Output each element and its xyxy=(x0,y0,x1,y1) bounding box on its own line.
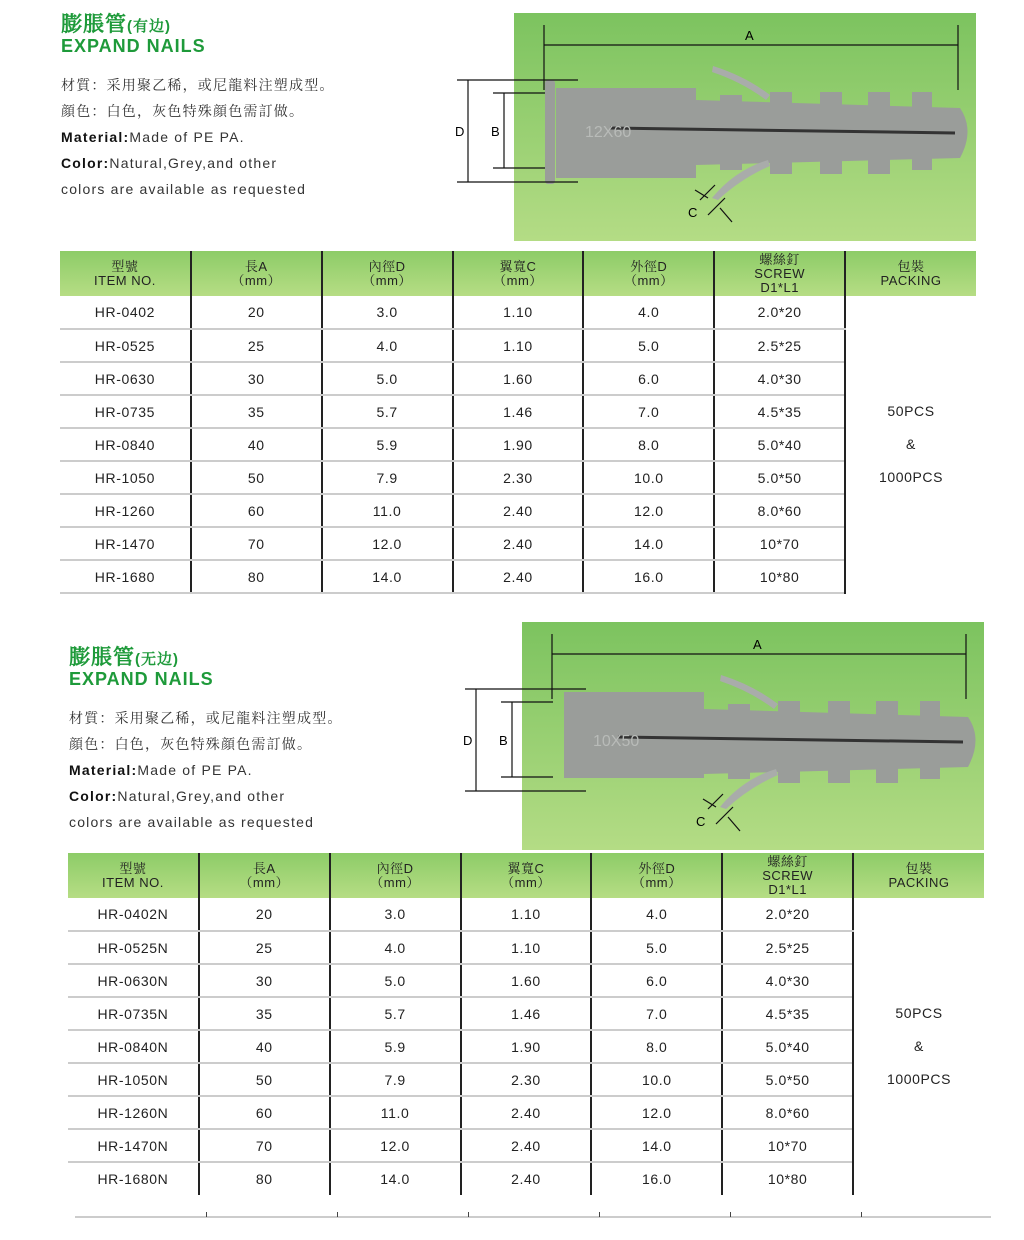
column-header xyxy=(322,251,453,296)
column-header xyxy=(714,251,845,296)
table-cell: HR-0525N xyxy=(68,931,199,964)
column-header xyxy=(330,853,461,898)
color-text: Natural,Grey,and other xyxy=(109,155,278,171)
table-cell: 6.0 xyxy=(591,964,722,997)
column-header-line: 內徑D xyxy=(368,258,406,274)
table-cell: 25 xyxy=(199,931,330,964)
table-cell: 2.5*25 xyxy=(714,329,845,362)
column-header-line: （mm） xyxy=(239,874,290,890)
table-row xyxy=(60,296,976,329)
table-cell: 8.0*60 xyxy=(722,1096,853,1129)
product-section xyxy=(0,0,1024,600)
table-cell: 4.0 xyxy=(322,329,453,362)
table-cell: 1.90 xyxy=(461,1030,592,1063)
table-cell: 16.0 xyxy=(583,560,714,593)
table-cell: 7.9 xyxy=(322,461,453,494)
column-header xyxy=(461,853,592,898)
table-row xyxy=(68,1096,984,1129)
table-cell: 60 xyxy=(199,1096,330,1129)
dim-label-c: C xyxy=(696,814,706,829)
table-cell: 20 xyxy=(199,898,330,931)
table-cell: 2.40 xyxy=(461,1096,592,1129)
material-cn: 材質：采用聚乙稀，或尼龍料注塑成型。 xyxy=(69,710,343,726)
section-title-en: EXPAND NAILS xyxy=(61,36,206,56)
column-header-line: 翼寬C xyxy=(507,860,545,876)
table-row xyxy=(60,428,976,461)
column-header xyxy=(853,853,984,898)
table-cell: 4.0 xyxy=(583,296,714,329)
table-cell: 5.0*40 xyxy=(722,1030,853,1063)
color-text-2: colors are available as requested xyxy=(69,814,315,830)
material-text: Made of PE PA. xyxy=(129,129,245,145)
packing-cell xyxy=(853,898,984,1195)
table-cell: 12.0 xyxy=(591,1096,722,1129)
column-header-line: 包裝 xyxy=(897,258,925,274)
table-cell: 1.60 xyxy=(453,362,584,395)
column-header xyxy=(453,251,584,296)
table-cell: 20 xyxy=(191,296,322,329)
column-header-line: 翼寬C xyxy=(499,258,537,274)
table-cell: 12.0 xyxy=(330,1129,461,1162)
table-cell: HR-0735N xyxy=(68,997,199,1030)
table-header-row xyxy=(60,251,976,296)
table-cell: 10.0 xyxy=(583,461,714,494)
spec-table xyxy=(60,251,976,594)
table-cell: 14.0 xyxy=(583,527,714,560)
table-cell: 1.46 xyxy=(461,997,592,1030)
column-header-line: （mm） xyxy=(370,874,420,890)
column-header-line: ITEM NO. xyxy=(94,272,156,288)
table-row xyxy=(68,997,984,1030)
table-cell: 16.0 xyxy=(591,1162,722,1195)
packing-line: 1000PCS xyxy=(886,1071,952,1087)
table-cell: HR-0402 xyxy=(60,296,191,329)
nail-diagram xyxy=(0,0,1000,240)
divider-tick xyxy=(468,1212,469,1217)
table-cell: 14.0 xyxy=(591,1129,722,1162)
packing-cell xyxy=(845,296,976,593)
dim-label-a: A xyxy=(745,28,754,43)
table-cell: HR-1260N xyxy=(68,1096,199,1129)
packing-line: 50PCS xyxy=(895,1005,943,1021)
table-cell: 12.0 xyxy=(583,494,714,527)
nail-marking: 12X60 xyxy=(585,124,632,141)
spec-table xyxy=(68,853,984,1195)
column-header-line: ITEM NO. xyxy=(102,874,164,890)
table-cell: 7.9 xyxy=(330,1063,461,1096)
column-header-line: 包裝 xyxy=(905,860,933,876)
table-cell: HR-0840 xyxy=(60,428,191,461)
column-header xyxy=(583,251,714,296)
color-text: Natural,Grey,and other xyxy=(117,788,286,804)
table-cell: 6.0 xyxy=(583,362,714,395)
bottom-divider xyxy=(75,1216,991,1218)
table-cell: 80 xyxy=(199,1162,330,1195)
column-header-line: 外徑D xyxy=(630,258,668,274)
table-row xyxy=(68,964,984,997)
table-cell: 2.0*20 xyxy=(714,296,845,329)
table-cell: 1.10 xyxy=(461,898,592,931)
color-label: Color: xyxy=(69,788,118,804)
table-cell: 8.0 xyxy=(591,1030,722,1063)
table-cell: 2.30 xyxy=(453,461,584,494)
table-cell: 2.30 xyxy=(461,1063,592,1096)
table-cell: 30 xyxy=(191,362,322,395)
table-row xyxy=(60,527,976,560)
packing-line: & xyxy=(914,1038,924,1054)
table-cell: 60 xyxy=(191,494,322,527)
column-header-line: SCREW xyxy=(754,265,806,281)
table-cell: 14.0 xyxy=(330,1162,461,1195)
table-cell: 5.0 xyxy=(330,964,461,997)
table-cell: 5.0*50 xyxy=(722,1063,853,1096)
table-cell: HR-1050N xyxy=(68,1063,199,1096)
table-cell: HR-1680 xyxy=(60,560,191,593)
table-cell: 11.0 xyxy=(330,1096,461,1129)
color-label: Color: xyxy=(61,155,110,171)
table-cell: 5.0 xyxy=(591,931,722,964)
table-cell: 40 xyxy=(199,1030,330,1063)
table-cell: 8.0 xyxy=(583,428,714,461)
dim-label-d: D xyxy=(455,124,465,139)
material-label: Material: xyxy=(69,762,138,778)
table-row xyxy=(60,329,976,362)
table-cell: 1.10 xyxy=(453,329,584,362)
material-text: Made of PE PA. xyxy=(137,762,253,778)
table-cell: 4.5*35 xyxy=(722,997,853,1030)
column-header-line: 螺絲釘 xyxy=(759,251,800,267)
table-row xyxy=(60,461,976,494)
nail-marking: 10X50 xyxy=(593,733,640,750)
table-cell: 80 xyxy=(191,560,322,593)
divider-tick xyxy=(730,1212,731,1217)
section-title-cn: 膨脹管(有边) xyxy=(61,13,171,36)
column-header-line: （mm） xyxy=(631,874,682,890)
table-cell: 25 xyxy=(191,329,322,362)
column-header-line: PACKING xyxy=(888,874,950,890)
column-header-line: 型號 xyxy=(111,258,139,274)
color-cn: 顔色：白色，灰色特殊顔色需訂做。 xyxy=(61,103,305,119)
table-cell: 5.0*50 xyxy=(714,461,845,494)
table-cell: 70 xyxy=(199,1129,330,1162)
section-title-en: EXPAND NAILS xyxy=(69,669,214,689)
table-cell: 5.7 xyxy=(322,395,453,428)
dim-label-a: A xyxy=(753,637,762,652)
table-cell: 1.90 xyxy=(453,428,584,461)
material-label: Material: xyxy=(61,129,130,145)
column-header xyxy=(845,251,976,296)
table-row xyxy=(68,1129,984,1162)
table-cell: HR-0525 xyxy=(60,329,191,362)
divider-tick xyxy=(599,1212,600,1217)
column-header-line: 長A xyxy=(252,860,276,876)
table-cell: 7.0 xyxy=(583,395,714,428)
column-header-line: （mm） xyxy=(623,272,674,288)
nail-diagram xyxy=(8,609,1008,849)
table-cell: 5.0 xyxy=(322,362,453,395)
column-header-line: （mm） xyxy=(362,272,412,288)
table-cell: 5.9 xyxy=(330,1030,461,1063)
dim-label-b: B xyxy=(491,124,500,139)
divider-tick xyxy=(206,1212,207,1217)
table-row xyxy=(68,898,984,931)
column-header-line: D1*L1 xyxy=(768,881,807,897)
column-header-line: 型號 xyxy=(119,860,147,876)
table-cell: 2.0*20 xyxy=(722,898,853,931)
column-header xyxy=(199,853,330,898)
dim-label-b: B xyxy=(499,733,508,748)
table-cell: 70 xyxy=(191,527,322,560)
table-cell: 2.40 xyxy=(453,494,584,527)
column-header-line: 長A xyxy=(244,258,268,274)
column-header-line: 螺絲釘 xyxy=(767,853,808,869)
packing-line: 50PCS xyxy=(887,403,935,419)
table-cell: HR-0630N xyxy=(68,964,199,997)
table-cell: 50 xyxy=(191,461,322,494)
table-cell: 10*70 xyxy=(722,1129,853,1162)
table-cell: 2.40 xyxy=(453,560,584,593)
table-cell: HR-1680N xyxy=(97,1171,169,1187)
table-cell: 3.0 xyxy=(330,898,461,931)
table-cell: 4.0*30 xyxy=(714,362,845,395)
table-row xyxy=(68,1162,984,1195)
table-cell: 3.0 xyxy=(322,296,453,329)
table-cell: 1.10 xyxy=(453,296,584,329)
column-header-line: D1*L1 xyxy=(760,279,799,295)
table-row xyxy=(68,931,984,964)
table-row xyxy=(68,1063,984,1096)
table-row xyxy=(60,362,976,395)
table-cell: HR-0840N xyxy=(68,1030,199,1063)
divider-tick xyxy=(337,1212,338,1217)
table-cell: 2.5*25 xyxy=(722,931,853,964)
table-cell: 35 xyxy=(191,395,322,428)
column-header-line: （mm） xyxy=(501,874,551,890)
column-header xyxy=(722,853,853,898)
column-header-line: SCREW xyxy=(762,867,814,883)
table-cell: 5.7 xyxy=(330,997,461,1030)
table-cell: 4.5*35 xyxy=(714,395,845,428)
table-cell: 5.9 xyxy=(322,428,453,461)
table-header-row xyxy=(68,853,984,898)
dim-label-c: C xyxy=(688,205,698,220)
table-cell: 5.0 xyxy=(583,329,714,362)
table-cell: 5.0*40 xyxy=(714,428,845,461)
table-cell: HR-1470N xyxy=(68,1129,199,1162)
product-section xyxy=(0,603,1024,1203)
table-cell: 1.10 xyxy=(461,931,592,964)
table-cell: 11.0 xyxy=(322,494,453,527)
packing-line: 1000PCS xyxy=(878,469,944,485)
table-cell: HR-0630 xyxy=(60,362,191,395)
table-cell: 4.0 xyxy=(591,898,722,931)
table-cell: 2.40 xyxy=(461,1162,592,1195)
table-row xyxy=(60,395,976,428)
table-cell: 4.0 xyxy=(330,931,461,964)
table-cell: HR-1470 xyxy=(60,527,191,560)
table-cell: 8.0*60 xyxy=(714,494,845,527)
table-cell: 14.0 xyxy=(322,560,453,593)
column-header xyxy=(60,251,191,296)
table-cell: 10*70 xyxy=(714,527,845,560)
color-cn: 顔色：白色，灰色特殊顔色需訂做。 xyxy=(69,736,313,752)
table-cell: 7.0 xyxy=(591,997,722,1030)
table-cell: 30 xyxy=(199,964,330,997)
table-cell: HR-1050 xyxy=(60,461,191,494)
column-header xyxy=(591,853,722,898)
table-cell: HR-0402N xyxy=(68,898,199,931)
table-cell: 40 xyxy=(191,428,322,461)
table-cell: 10*80 xyxy=(722,1162,853,1195)
table-cell: 50 xyxy=(199,1063,330,1096)
table-cell: 1.60 xyxy=(461,964,592,997)
table-cell: 10*80 xyxy=(714,560,845,593)
dim-label-d: D xyxy=(463,733,473,748)
table-cell: 4.0*30 xyxy=(722,964,853,997)
section-title-cn: 膨脹管(无边) xyxy=(69,646,179,669)
column-header-line: （mm） xyxy=(231,272,282,288)
column-header-line: PACKING xyxy=(880,272,942,288)
table-cell: 12.0 xyxy=(322,527,453,560)
column-header-line: （mm） xyxy=(493,272,543,288)
table-cell: HR-0735 xyxy=(60,395,191,428)
table-cell: 35 xyxy=(199,997,330,1030)
packing-line: & xyxy=(906,436,916,452)
divider-tick xyxy=(861,1212,862,1217)
table-row xyxy=(68,1030,984,1063)
table-cell: 2.40 xyxy=(453,527,584,560)
table-cell: 2.40 xyxy=(461,1129,592,1162)
column-header xyxy=(68,853,199,898)
column-header-line: 外徑D xyxy=(638,860,676,876)
material-cn: 材質：采用聚乙稀，或尼龍料注塑成型。 xyxy=(61,77,335,93)
column-header xyxy=(191,251,322,296)
table-cell: 1.46 xyxy=(453,395,584,428)
table-cell: HR-1260 xyxy=(60,494,191,527)
column-header-line: 內徑D xyxy=(376,860,414,876)
color-text-2: colors are available as requested xyxy=(61,181,307,197)
table-row xyxy=(60,494,976,527)
table-row xyxy=(60,560,976,593)
table-cell: 10.0 xyxy=(591,1063,722,1096)
